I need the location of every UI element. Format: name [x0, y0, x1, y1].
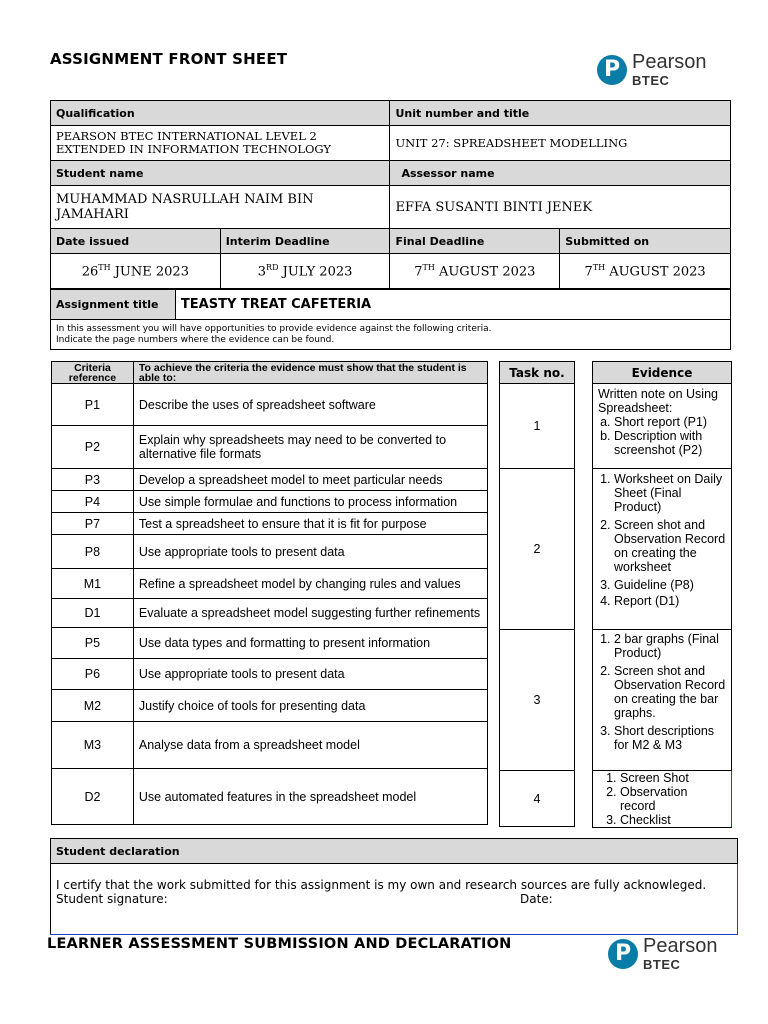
unit-value: UNIT 27: SPREADSHEET MODELLING	[390, 126, 731, 161]
evidence-item: 1. Worksheet on Daily Sheet (Final Product)	[614, 472, 726, 514]
criteria-desc: Use automated features in the spreadsheet model	[133, 769, 487, 825]
criteria-ref: P1	[52, 384, 134, 426]
criteria-ref-header: Criteria reference	[52, 362, 134, 384]
criteria-desc-header: To achieve the criteria the evidence must show that the student is able to:	[133, 362, 487, 384]
date-label: Date:	[520, 892, 553, 906]
assignment-title-label: Assignment title	[51, 290, 176, 320]
assignment-title-value: TEASTY TREAT CAFETERIA	[175, 290, 730, 320]
page-title: ASSIGNMENT FRONT SHEET	[50, 50, 288, 68]
criteria-note: In this assessment you will have opportunities to provide evidence against the following criteria. Indicate the page numbers where the evidence can be found.	[51, 320, 731, 350]
criteria-table	[51, 361, 488, 825]
footer-title: LEARNER ASSESSMENT SUBMISSION AND DECLARATION	[47, 936, 512, 952]
logo-brand: Pearson	[632, 51, 707, 73]
task-table	[499, 361, 575, 827]
task-number: 4	[500, 771, 575, 827]
declaration-text: I certify that the work submitted for this assignment is my own and research sources are fully acknowleged.	[56, 878, 707, 892]
logo-sub: BTEC	[632, 73, 670, 88]
criteria-ref: D1	[52, 599, 134, 628]
criteria-ref: P8	[52, 535, 134, 569]
criteria-desc: Justify choice of tools for presenting data	[133, 690, 487, 722]
evidence-item: 3. Checklist	[620, 813, 726, 827]
criteria-ref: P5	[52, 628, 134, 659]
final-deadline-label: Final Deadline	[390, 229, 560, 254]
unit-label: Unit number and title	[390, 101, 731, 126]
evidence-item: 3. Guideline (P8)	[614, 578, 726, 592]
task-header: Task no.	[500, 362, 575, 384]
declaration-table	[50, 838, 738, 935]
criteria-desc: Refine a spreadsheet model by changing rules and values	[133, 569, 487, 599]
evidence-item: 1. Screen Shot	[620, 771, 726, 785]
task-number: 3	[500, 630, 575, 771]
criteria-ref: M2	[52, 690, 134, 722]
pearson-logo	[597, 52, 707, 87]
criteria-desc: Use data types and formatting to present information	[133, 628, 487, 659]
criteria-desc: Describe the uses of spreadsheet software	[133, 384, 487, 426]
student-name-label: Student name	[51, 161, 390, 186]
criteria-desc: Analyse data from a spreadsheet model	[133, 722, 487, 769]
criteria-desc: Use appropriate tools to present data	[133, 535, 487, 569]
evidence-item: 3. Short descriptions for M2 & M3	[614, 724, 726, 752]
criteria-desc: Use simple formulae and functions to process information	[133, 491, 487, 513]
logo-sub: BTEC	[643, 957, 681, 972]
evidence-item: 4. Report (D1)	[614, 594, 726, 608]
evidence-item: a. Short report (P1)	[614, 415, 726, 429]
assessor-name-label: Assessor name	[390, 161, 731, 186]
evidence-item: 2. Screen shot and Observation Record on creating the worksheet	[614, 518, 726, 574]
qualification-value: PEARSON BTEC INTERNATIONAL LEVEL 2 EXTENDED IN INFORMATION TECHNOLOGY	[51, 126, 390, 161]
pearson-p-icon: P	[597, 55, 627, 85]
criteria-desc: Test a spreadsheet to ensure that it is fit for purpose	[133, 513, 487, 535]
criteria-ref: P6	[52, 659, 134, 690]
evidence-header: Evidence	[593, 362, 732, 384]
pearson-p-icon: P	[608, 939, 638, 969]
final-deadline-value: 7TH AUGUST 2023	[390, 254, 560, 289]
criteria-desc: Use appropriate tools to present data	[133, 659, 487, 690]
criteria-desc: Develop a spreadsheet model to meet particular needs	[133, 469, 487, 491]
declaration-body	[51, 864, 738, 935]
interim-deadline-value: 3RD JULY 2023	[220, 254, 390, 289]
evidence-item: 1. 2 bar graphs (Final Product)	[614, 632, 726, 660]
evidence-task3	[593, 630, 732, 771]
evidence-item: 2. Observation record	[620, 785, 726, 813]
criteria-ref: P2	[52, 426, 134, 469]
criteria-desc: Evaluate a spreadsheet model suggesting further refinements	[133, 599, 487, 628]
logo-brand: Pearson	[643, 935, 718, 957]
evidence-item: 2. Screen shot and Observation Record on creating the bar graphs.	[614, 664, 726, 720]
evidence-task4	[593, 771, 732, 828]
info-table	[50, 100, 731, 289]
student-name-value: MUHAMMAD NASRULLAH NAIM BIN JAMAHARI	[51, 186, 390, 229]
signature-label: Student signature:	[56, 892, 168, 906]
task-number: 2	[500, 469, 575, 630]
task-number: 1	[500, 384, 575, 469]
assessor-name-value: EFFA SUSANTI BINTI JENEK	[390, 186, 731, 229]
qualification-label: Qualification	[51, 101, 390, 126]
criteria-ref: M1	[52, 569, 134, 599]
criteria-ref: D2	[52, 769, 134, 825]
criteria-desc: Explain why spreadsheets may need to be converted to alternative file formats	[133, 426, 487, 469]
criteria-ref: P3	[52, 469, 134, 491]
evidence-table	[592, 361, 732, 828]
pearson-logo-footer	[608, 936, 718, 971]
date-issued-label: Date issued	[51, 229, 221, 254]
submitted-on-label: Submitted on	[560, 229, 731, 254]
criteria-ref: P7	[52, 513, 134, 535]
criteria-ref: P4	[52, 491, 134, 513]
criteria-ref: M3	[52, 722, 134, 769]
evidence-item: b. Description with screenshot (P2)	[614, 429, 726, 457]
evidence-task2	[593, 469, 732, 630]
interim-deadline-label: Interim Deadline	[220, 229, 390, 254]
date-issued-value: 26TH JUNE 2023	[51, 254, 221, 289]
declaration-header: Student declaration	[51, 839, 738, 864]
assignment-title-table	[50, 289, 731, 350]
evidence-task1: Written note on Using Spreadsheet: a. Short report (P1) b. Description with screenshot (P2)	[593, 384, 732, 469]
submitted-on-value: 7TH AUGUST 2023	[560, 254, 731, 289]
